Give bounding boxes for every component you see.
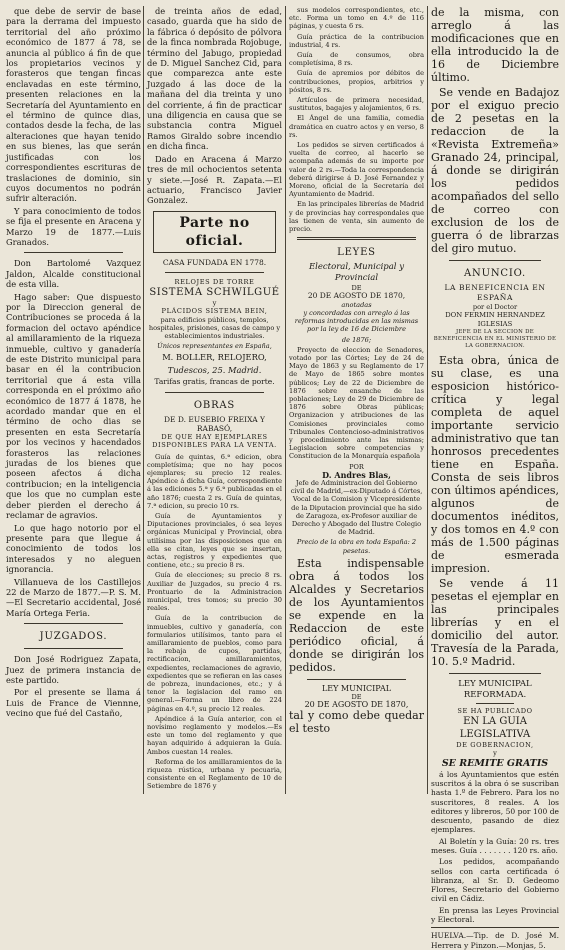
alcalde-notice-text-2: Lo que hago notorio por el presente para que llegue á conocimiento de todos los interesados y no aleguen ignorancia.: [6, 522, 141, 575]
divider: [165, 272, 264, 273]
guia-legislativa-label: EN LA GUIA LEGISLATIVA: [459, 716, 531, 741]
tax-notice-signature: Y para conocimiento de todos se fija el presente en Aracena y Marzo 19 de 1877.—Luis Granados.: [6, 205, 141, 247]
beneficencia-author: DON FERMIN HERNANDEZ IGLESIAS: [445, 311, 545, 329]
indispensable-text: Esta indispensable obra á todos los Alcaldes y Secretarios de los Ayuntamientos se expende en la Redaccion de este periódico oficial, á donde se dirigirán los pedidos.: [289, 556, 424, 674]
column-2: [147, 6, 282, 794]
juez-notice-text: Por el presente se llama á Luis de France de Viennne, vecino que fué del Castaño,: [6, 687, 141, 719]
ley-municipal-date: 20 DE AGOSTO DE 1870,: [304, 700, 409, 710]
guia-industrial-text: Guía práctica de la contribucion industrial, 4 rs.: [289, 32, 424, 49]
column-4: [431, 6, 559, 950]
juzgados-title: JUZGADOS.: [39, 631, 108, 643]
gobernacion-label: DE GOBERNACION,: [456, 741, 534, 750]
column-rule: [427, 6, 428, 794]
alcalde-heading: Don Bartolomé Vazquez Jaldon, Alcalde constitucional de esta villa.: [6, 258, 141, 290]
column-1: [6, 6, 141, 794]
imprenta-footer: HUELVA.—Tip. de D. José M. Herrera y Pinzon.—Monjas, 5.: [431, 931, 559, 950]
column-3: [289, 6, 424, 794]
obras-continued: sus modelos correspondientes, etc., etc. Forma un tomo en 4.º de 116 páginas, y cuesta 6 rs.: [289, 6, 424, 31]
relojes-title: RELOJES DE TORRE: [174, 278, 255, 287]
juez-heading: Don José Rodriguez Zapata, Juez de primera instancia de este partido.: [6, 654, 141, 685]
beneficencia-sale: Se vende á 11 pesetas el ejemplar en las principales librerías y en el domicilio del autor. Travesía de la Parada, 10. 5.º Madrid.: [431, 577, 559, 669]
parte-no-oficial-title: Parte no oficial.: [153, 211, 276, 253]
firm-name: SISTEMA SCHWILGUÉ: [149, 287, 280, 299]
leyes-de: DE: [351, 284, 362, 293]
conjunction: y: [212, 299, 217, 308]
ley-municipal-de: DE: [351, 692, 362, 701]
precio-text: Precio de la obra en toda España: 2 pesetas.: [296, 538, 417, 555]
divider: [476, 703, 514, 704]
obras-subtitle: DE QUE HAY EJEMPLARES DISPONIBLES PARA LA VENTA.: [152, 433, 277, 450]
guia-apremios-text: Guía de apremios por débitos de contribuciones, propios, arbitrios y pósitos, 8 rs.: [289, 69, 424, 94]
leyes-anotadas: anotadas: [341, 300, 372, 309]
juez-notice-continued: de treinta años de edad, casado, guarda que ha sido de la fábrica ó depósito de pólvora de la finca nombrada Rojobuge, término del Jabugo, propiedad de D. Miguel Sanchez Cid, para que comparezca ante este Juzgado á las doce de la mañana del dia treinta y uno del corriente, á fin de practicar una diligencia en causa que se substancia contra Miguel Ramos Giraldo sobre incendio en dicha finca.: [147, 6, 282, 152]
divider: [449, 673, 541, 674]
relojero-address: Tudescos, 25. Madrid.: [167, 364, 262, 375]
guia-contribucion-text: Guía de la contribucion de inmuebles, cultivo y ganadería, con formularios utilísimos, tanto para el amillaramiento de pueblos, como para la rebaja de cupos, partidas, rectificacion, amillaramientos, expedientes, reclamaciones de agravio, expedientes que se refieran en las cases de pobreza, inundaciones, etc.; y á tenor la legislacion del ramo en general.—Forma un libro de 224 páginas en 4.º, su precio 12 reales.: [147, 614, 282, 713]
author-credentials: Jefe de Administracion del Gobierno civil de Madrid,—ex-Diputado á Córtes, Vocal de la Comision y Vicepresidente de la Diputacion provincial que ha sido de Zaragoza, ex-Profesor auxiliar de Derecho y Abogado del Ilustre Colegio de Madrid.: [290, 478, 423, 537]
guia-ayuntamientos-text: Guía de Ayuntamientos y Diputaciones provinciales, ó sea leyes orgánicas Municipal y Provincial, obra utilísima por las disposiciones que en ella se citan, leyes que se insertan, actas, registros y expedientes que contiene, etc.; su precio 8 rs.: [147, 511, 282, 570]
alcalde-notice-signature: Villanueva de los Castillejos 22 de Marzo de 1877.—P. S. M.—El Secretario accidental, José María Ortega Feria.: [6, 576, 141, 618]
divider: [165, 392, 264, 393]
tax-notice-text: que debe de servir de base para la derrama del impuesto territorial del año próximo económico de 1877 á 78, se anuncia al público á fin de que los propietarios vecinos y forasteros que tengan fincas enclavadas en este término, presenten relaciones en la Secretaría del Ayuntamiento en el término de quince dias, contados desde la fecha, de las alteraciones que hayan tenido en sus bienes, las que serán justificadas con los correspondientes escrituras de traslaciones de dominio, sin cuyos documentos no podrán sufrir alteración.: [6, 6, 141, 204]
beneficencia-subtitle: JEFE DE LA SECCION DE BENEFICENCIA EN EL MINISTERIO DE LA GOBERNACION.: [433, 329, 557, 350]
column-rule: [285, 6, 286, 794]
por-label: POR: [349, 462, 364, 471]
column-rule: [143, 6, 144, 794]
relojes-desc: para edificios públicos, templos, hospitales, prisiones, casas de campo y establecimientos industriales.: [148, 315, 281, 341]
placidos-title: PLÁCIDOS SISTEMA BEIN,: [161, 307, 268, 316]
divider: [449, 260, 541, 261]
divider: [307, 679, 406, 680]
librerias-text: En las principales librerías de Madrid y de provincias hay correspondales que las tienen de venta, sin aumento de precio.: [289, 200, 424, 234]
divider: [297, 237, 416, 240]
articulos-text: Artículos de primera necesidad, sustitutos, bagajes y alojamientos, 6 rs.: [289, 96, 424, 113]
precios-text: Al Boletín y la Guía: 20 rs. tres meses. Guía . . . . . . . 120 rs. año.: [431, 836, 559, 855]
ley-municipal-text: tal y como debe quedar el testo: [289, 709, 424, 736]
beneficencia-desc: Esta obra, única de su clase, es una esposicion histórico-crítica y legal completa de aquel importante servicio administrativo que tan honrosos precedentes tiene en España. Consta de seis libros con últimos apéndices, algunos de documentos inéditos, y dos tomos en 4.º con más de 1.500 páginas de esmerada impresion.: [431, 354, 559, 576]
leyes-title: LEYES: [337, 247, 376, 259]
divider: [24, 252, 123, 253]
divider: [431, 927, 559, 928]
representantes-label: Únicos representantes en España,: [157, 342, 272, 351]
relojero-name: M. BOLLER, RELOJERO,: [162, 352, 267, 363]
apendice-text: Apéndice á la Guía anterior, con el novísimo reglamento y modelos.—Es este un tomo del reglamento y que hayan adquirido á adquieran la Guía. Ambos cuestan 14 reales.: [147, 714, 282, 756]
badajoz-sale-text: Se vende en Badajoz por el exiguo precio de 2 pesetas en la redaccion de la «Revista Extremeña» Granado 24, principal, á donde se dirigirán los pedidos acompañados del sello de correo con exclusion de los de guerra ó de librarzas del giro mutuo.: [431, 86, 559, 255]
divider: [24, 648, 123, 649]
proyecto-text: Proyecto de eleccion de Senadores, votado por las Córtes; Ley de 24 de Mayo de 1863 y su Reglamento de 17 de Mayo de 1865 sobre montes públicos; Ley de 22 de Diciembre de 1876 sobre ensanche de las poblaciones; Ley de 29 de Diciembre de 1876 sobre Obras públicas; Organizacion y atribuciones de las Comisiones provinciales como Tribunales Contencioso-administrativos y procedimiento ante las mismas; Legislacion sobre competencias y Constitucion de la Monarquía española: [289, 345, 424, 461]
ley-municipal-title: LEY MUNICIPAL: [321, 683, 392, 693]
anuncio-title: ANUNCIO.: [464, 268, 526, 279]
guia-consumos-text: Guía de consumos, obra completísima, 8 rs.: [289, 51, 424, 68]
remite-gratis-label: SE REMITE GRATIS: [441, 757, 549, 769]
en-prensa-text: En prensa las Leyes Provincial y Electoral.: [431, 905, 559, 925]
angel-familia-text: El Ángel de una familia, comedia dramática en cuatro actos y en verso, 8 rs.: [289, 114, 424, 139]
casa-fundada-title: CASA FUNDADA EN 1778.: [162, 257, 267, 267]
ley-reformada-title: LEY MUNICIPAL REFORMADA.: [458, 679, 532, 700]
pedidos-cadiz-text: Los pedidos, acompañando sellos con carta certificada ó libranza, al Sr. D. Gedeomo Flores, Secretario del Gobierno civil en Cádiz.: [431, 857, 559, 904]
tarifas-text: Tarifas gratis, francas de porte.: [154, 377, 275, 387]
obras-author: DE D. EUSEBIO FREIXA Y RABASÓ,: [164, 414, 265, 433]
author-name: D. Andres Blas,: [322, 469, 391, 480]
leyes-date: 20 DE AGOSTO DE 1870,: [307, 291, 406, 301]
alcalde-notice-text: Hago saber: Que dispuesto por la Direccion general de Contribuciones se proceda á la formacion del octavo apéndice al amillaramiento de la riqueza inmueble, cultivo y ganadería de este Distrito municipal para basar en él la contribucion territorial que á esta villa corresponda en el próximo año económico de 1877 á 1878, he acordado mandar que en el término de ocho dias se presenten en esta Secretaría por los vecinos y hacendados forasteros las relaciones juradas de los bienes que poseen afectos á dicha contribucion; en la inteligencia que los que no cumplan este deber pierden el derecho á reclamar de agravios.: [6, 291, 141, 521]
divider: [24, 623, 123, 624]
leyes-subtitle: Electoral, Municipal y Provincial: [308, 262, 405, 284]
pedidos-text: Los pedidos se sirven certificados á vuelta de correo, al hacerlo se acompaña además de su importe por valor de 2 rs.—Toda la correspondencia deberá dirigirse á D. José Fernandez y Moreno, oficial de la Secretaría del Ayuntamiento de Madrid.: [289, 141, 424, 199]
obras-title: OBRAS: [193, 399, 236, 411]
leyes-concordadas: y concordadas con arreglo á las reformas introducidas en las mismas por la ley de 16 de Diciembre: [294, 308, 419, 334]
reforma-text: Reforma de los amillaramientos de la riqueza rústica, urbana y pecuaria, consistente en el Reglamento de 10 de Setiembre de 1876 y: [147, 757, 282, 791]
publicado-label: SE HA PUBLICADO: [457, 707, 533, 716]
leyes-year: de 1876;: [341, 335, 372, 344]
guia-quintas-text: Guía de quintas, 6.ª edicion, obra completísima; que no hay pocos ejemplares; su precio 12 reales. Apéndice á dicha Guía, correspondiente á las ediciones 5.ª y 6.ª publicadas en el año 1876; cuesta 2 rs. Guía de quintas, 7.ª edicion, su precio 10 rs.: [147, 452, 282, 510]
conjunction: y: [493, 749, 497, 758]
juez-notice-signature: Dado en Aracena á Marzo tres de mil ochocientos setenta y siete.—José R. Zapata.—El actuario, Francisco Javier Gonzalez.: [147, 153, 282, 206]
guia-elecciones-text: Guía de elecciones; su precio 8 rs. Auxiliar de Juzgados, su precio 4 rs. Prontuario de la Administracion municipal, tres tomos; su precio 30 reales.: [147, 571, 282, 613]
beneficencia-title: LA BENEFICENCIA EN ESPAÑA: [444, 283, 546, 302]
suscripcion-text: á los Ayuntamientos que estén suscritos á la obra ó se suscriban hasta 1.º de Febrero. Para los no suscritores, 8 reales. A los editores y libreros, 50 por 100 de descuento, pasando de diez ejemplares.: [431, 769, 559, 835]
beneficencia-por: por el Doctor: [472, 303, 518, 311]
ley-municipal-continued: de la misma, con arreglo á las modificaciones que en ella introducido la de 16 de Diciembre último.: [431, 6, 559, 84]
